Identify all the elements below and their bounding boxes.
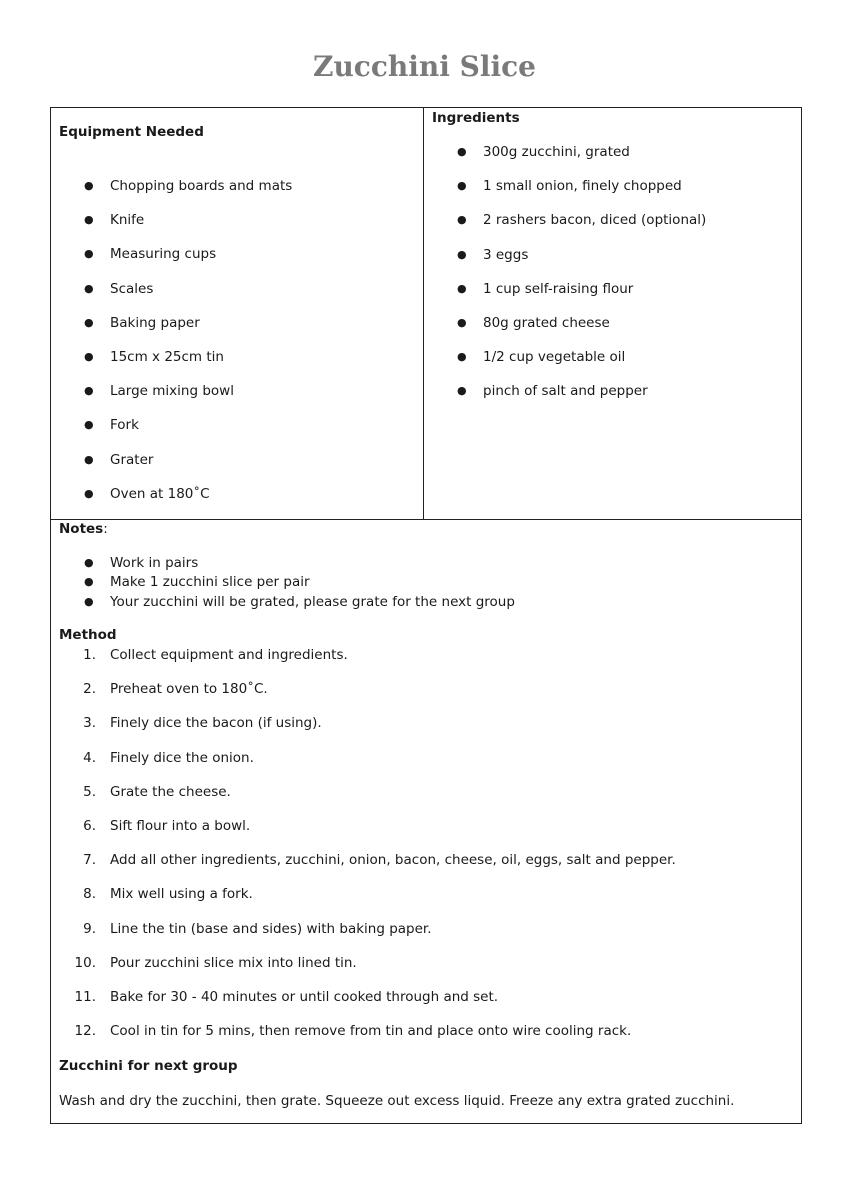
method-step: Finely dice the bacon (if using).	[110, 715, 322, 732]
method-step-number: 7.	[83, 852, 96, 869]
method-step: Line the tin (base and sides) with baking paper.	[110, 920, 432, 937]
method-step: Pour zucchini slice mix into lined tin.	[110, 954, 357, 971]
note-bullet: ●	[84, 556, 94, 569]
method-step: Sift flour into a bowl.	[110, 818, 251, 834]
method-step-number: 4.	[83, 749, 96, 766]
equipment-item: Scales	[110, 280, 154, 297]
method-step-number: 10.	[74, 954, 96, 971]
note-item: Your zucchini will be grated, please grate for the next group	[110, 593, 515, 610]
equipment-item: Baking paper	[110, 314, 200, 331]
method-step-number: 8.	[83, 886, 96, 903]
ingredients-heading: Ingredients	[432, 110, 520, 126]
ingredient-item: 2 rashers bacon, diced (optional)	[483, 212, 707, 229]
ingredient-bullet: ●	[457, 179, 467, 193]
equipment-item: Fork	[110, 417, 139, 434]
method-step: Collect equipment and ingredients.	[110, 647, 348, 663]
ingredient-bullet: ●	[457, 247, 467, 261]
ingredient-item: 80g grated cheese	[483, 315, 610, 331]
note-bullet: ●	[84, 575, 94, 589]
equipment-item: Oven at 180˚C	[110, 485, 210, 502]
notes-heading: Notes	[59, 521, 104, 537]
method-step-number: 11.	[74, 989, 96, 1005]
ingredient-bullet: ●	[457, 384, 467, 398]
ingredient-item: 1 cup self-raising flour	[483, 280, 634, 297]
method-step: Add all other ingredients, zucchini, onion, bacon, cheese, oil, eggs, salt and pepper.	[110, 852, 676, 869]
equipment-bullet: ●	[84, 486, 94, 500]
ingredient-bullet: ●	[457, 316, 467, 329]
method-step-number: 9.	[83, 920, 96, 937]
equipment-item: Large mixing bowl	[110, 383, 234, 400]
ingredient-item: pinch of salt and pepper	[483, 383, 648, 400]
ingredient-bullet: ●	[457, 350, 467, 364]
notes-colon: :	[103, 521, 108, 537]
note-item: Work in pairs	[110, 555, 199, 571]
equipment-item: Grater	[110, 451, 154, 468]
ingredient-bullet: ●	[457, 213, 467, 227]
method-step-number: 5.	[83, 783, 96, 800]
method-step-number: 1.	[83, 647, 96, 663]
equipment-bullet: ●	[84, 247, 94, 261]
method-step: Bake for 30 - 40 minutes or until cooked through and set.	[110, 989, 499, 1005]
method-heading: Method	[59, 627, 117, 643]
method-step: Cool in tin for 5 mins, then remove from tin and place onto wire cooling rack.	[110, 1023, 632, 1040]
note-bullet: ●	[84, 594, 94, 608]
row-divider	[51, 519, 801, 520]
equipment-item: Knife	[110, 212, 145, 229]
equipment-bullet: ●	[84, 452, 94, 466]
equipment-item: Chopping boards and mats	[110, 178, 293, 194]
method-step: Preheat oven to 180˚C.	[110, 681, 268, 698]
equipment-heading: Equipment Needed	[59, 124, 204, 140]
ingredient-item: 1/2 cup vegetable oil	[483, 349, 626, 366]
equipment-bullet: ●	[84, 213, 94, 227]
ingredient-bullet: ●	[457, 145, 467, 158]
next-group-heading: Zucchini for next group	[59, 1058, 238, 1074]
ingredient-item: 3 eggs	[483, 246, 529, 263]
method-step: Mix well using a fork.	[110, 886, 253, 903]
note-item: Make 1 zucchini slice per pair	[110, 574, 310, 591]
column-divider	[423, 108, 424, 519]
equipment-item: 15cm x 25cm tin	[110, 349, 224, 365]
notes-heading-row	[59, 520, 108, 538]
equipment-bullet: ●	[84, 350, 94, 363]
next-group-text: Wash and dry the zucchini, then grate. Squeeze out excess liquid. Freeze any extra grated zucchini.	[59, 1093, 735, 1109]
ingredient-item: 1 small onion, finely chopped	[483, 178, 682, 195]
ingredient-item: 300g zucchini, grated	[483, 144, 630, 160]
method-step: Finely dice the onion.	[110, 749, 254, 766]
method-step-number: 12.	[74, 1023, 96, 1040]
equipment-bullet: ●	[84, 384, 94, 398]
page-title: Zucchini Slice	[313, 50, 536, 83]
method-step: Grate the cheese.	[110, 783, 231, 800]
ingredient-bullet: ●	[457, 281, 467, 295]
equipment-item: Measuring cups	[110, 246, 217, 263]
equipment-bullet: ●	[84, 315, 94, 329]
method-step-number: 3.	[83, 715, 96, 732]
equipment-bullet: ●	[84, 179, 94, 192]
method-step-number: 2.	[83, 681, 96, 698]
equipment-bullet: ●	[84, 281, 94, 295]
equipment-bullet: ●	[84, 418, 94, 432]
method-step-number: 6.	[83, 818, 96, 834]
